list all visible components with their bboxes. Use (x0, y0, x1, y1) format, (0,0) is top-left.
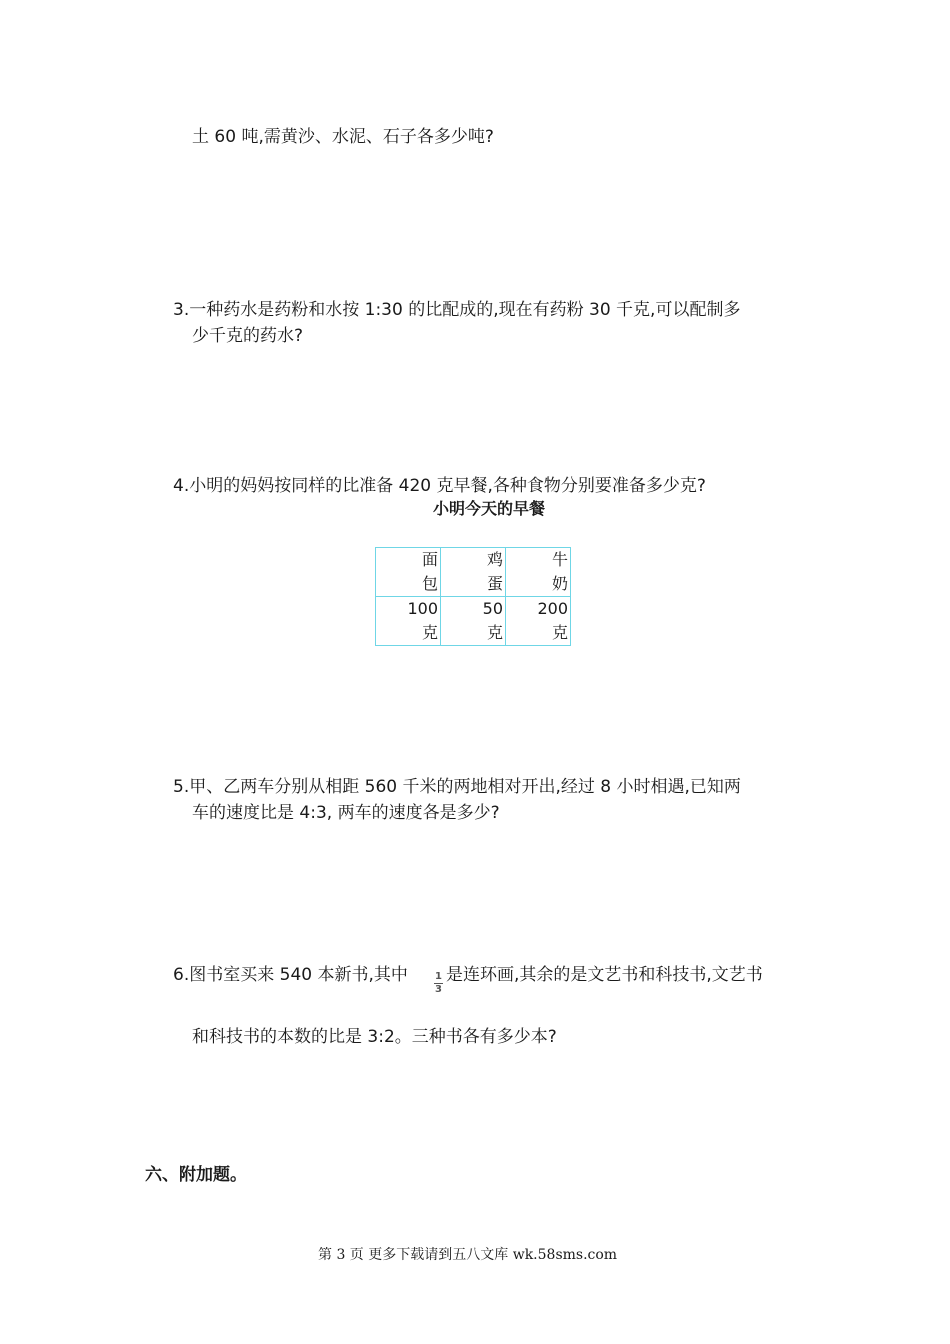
cell-text: 鸡 (486, 550, 503, 569)
question-3-line-1: 3.一种药水是药粉和水按 1:30 的比配成的,现在有药粉 30 千克,可以配制多 (173, 300, 741, 320)
question-6-line-1-end: 是连环画,其余的是文艺书和科技书,文艺书 (446, 965, 763, 985)
fraction-one-third (434, 972, 443, 995)
fraction-denominator: 3 (435, 984, 442, 995)
table-cell (441, 548, 506, 597)
cell-text: 蛋 (486, 574, 503, 593)
section-6-heading: 六、附加题。 (145, 1165, 247, 1185)
cell-text: 克 (421, 623, 438, 642)
cell-text: 包 (421, 574, 438, 593)
table-row (376, 597, 571, 646)
cell-text: 克 (551, 623, 568, 642)
cell-text: 面 (421, 550, 438, 569)
breakfast-table-title: 小明今天的早餐 (432, 499, 545, 518)
cell-text: 牛 (551, 550, 568, 569)
cell-text: 克 (486, 623, 503, 642)
table-cell (441, 597, 506, 646)
table-cell (506, 548, 571, 597)
cell-text: 100 (407, 599, 438, 618)
question-5-line-2: 车的速度比是 4:3, 两车的速度各是多少? (192, 803, 500, 823)
cell-text: 200 (537, 599, 568, 618)
question-2-continuation: 土 60 吨,需黄沙、水泥、石子各多少吨? (192, 127, 494, 147)
breakfast-table (375, 547, 571, 646)
cell-text: 50 (482, 599, 503, 618)
question-3-line-2: 少千克的药水? (192, 326, 304, 346)
table-cell (376, 548, 441, 597)
table-cell (506, 597, 571, 646)
question-6-line-2: 和科技书的本数的比是 3:2。三种书各有多少本? (192, 1027, 557, 1047)
question-6-line-1-start: 6.图书室买来 540 本新书,其中 (173, 965, 408, 985)
fraction-numerator: 1 (435, 971, 442, 982)
question-4-line-1: 4.小明的妈妈按同样的比准备 420 克早餐,各种食物分别要准备多少克? (173, 476, 706, 496)
table-row (376, 548, 571, 597)
cell-text: 奶 (551, 574, 568, 593)
question-5-line-1: 5.甲、乙两车分别从相距 560 千米的两地相对开出,经过 8 小时相遇,已知两 (173, 777, 741, 797)
page-footer: 第 3 页 更多下载请到五八文库 wk.58sms.com (318, 1247, 618, 1263)
table-cell (376, 597, 441, 646)
